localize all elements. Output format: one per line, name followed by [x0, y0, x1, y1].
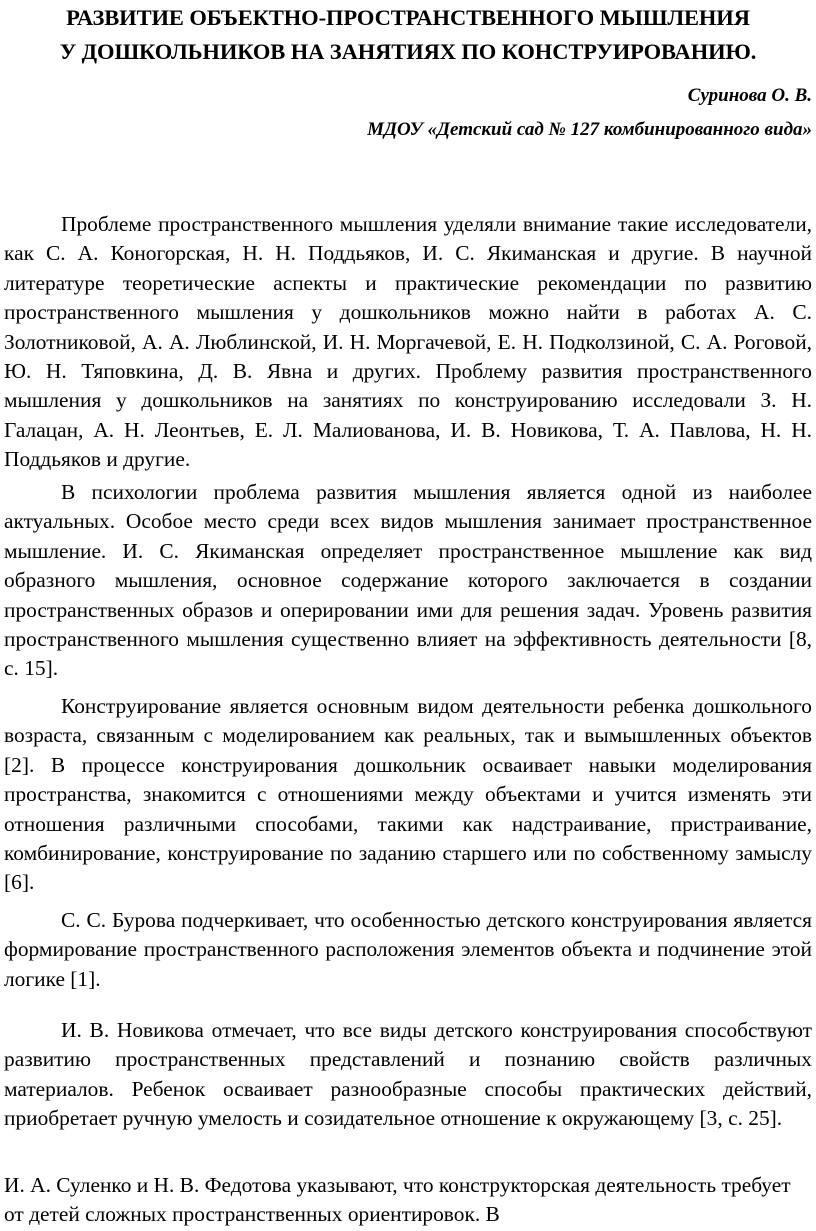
author-organization: МДОУ «Детский сад № 127 комбинированного вида»	[367, 119, 812, 140]
paragraph-3: Конструирование является основным видом деятельности ребенка дошкольного возраста, связанным с моделированием как реальных, так и вымышленных объектов [2]. В процессе конструирования дошкольник осваивает навыки моделирования пространства, знакомится с отношениями между объектами и учится изменять эти отношения различными способами, такими как надстраивание, пристраивание, комбинирование, конструирование по заданию старшего или по собственному замыслу [6].	[4, 694, 812, 895]
document-title-line-1: РАЗВИТИЕ ОБЪЕКТНО-ПРОСТРАНСТВЕННОГО МЫШЛЕНИЯ	[66, 5, 750, 30]
document-title-line-2: У ДОШКОЛЬНИКОВ НА ЗАНЯТИЯХ ПО КОНСТРУИРОВАНИЮ.	[59, 39, 757, 64]
paragraph-5: И. В. Новикова отмечает, что все виды детского конструирования способствуют развитию пространственных представлений и познанию свойств различных материалов. Ребенок осваивает разнообразные способы практических действий, приобретает ручную умелость и созидательное отношение к окружающему [3, с. 25].	[4, 1018, 812, 1131]
author-name: Суринова О. В.	[687, 85, 812, 106]
paragraph-2: В психологии проблема развития мышления является одной из наиболее актуальных. Особое место среди всех видов мышления занимает пространственное мышление. И. С. Якиманская определяет пространственное мышление как вид образного мышления, основное содержание которого заключается в создании пространственных образов и оперировании ими для решения задач. Уровень развития пространственного мышления существенно влияет на эффективность деятельности [8, с. 15].	[4, 480, 812, 681]
paragraph-1: Проблеме пространственного мышления уделяли внимание такие исследователи, как С. А. Коногорская, Н. Н. Поддьяков, И. С. Якиманская и другие. В научной литературе теоретические аспекты и практические рекомендации по развитию пространственного мышления у дошкольников можно найти в работах А. С. Золотниковой, А. А. Люблинской, И. Н. Моргачевой, Е. Н. Подколзиной, С. А. Роговой, Ю. Н. Тяповкина, Д. В. Явна и других. Проблему развития пространственного мышления у дошкольников на занятиях по конструированию исследовали З. Н. Галацан, А. Н. Леонтьев, Е. Л. Малиованова, И. В. Новикова, Т. А. Павлова, Н. Н. Поддьяков и другие.	[4, 212, 812, 472]
paragraph-6: И. А. Суленко и Н. В. Федотова указывают, что конструкторская деятельность требует от детей сложных пространственных ориентировок. В	[4, 1173, 791, 1227]
paragraph-4: С. С. Бурова подчеркивает, что особенностью детского конструирования является формирование пространственного расположения элементов объекта и подчинение этой логике [1].	[4, 908, 812, 991]
